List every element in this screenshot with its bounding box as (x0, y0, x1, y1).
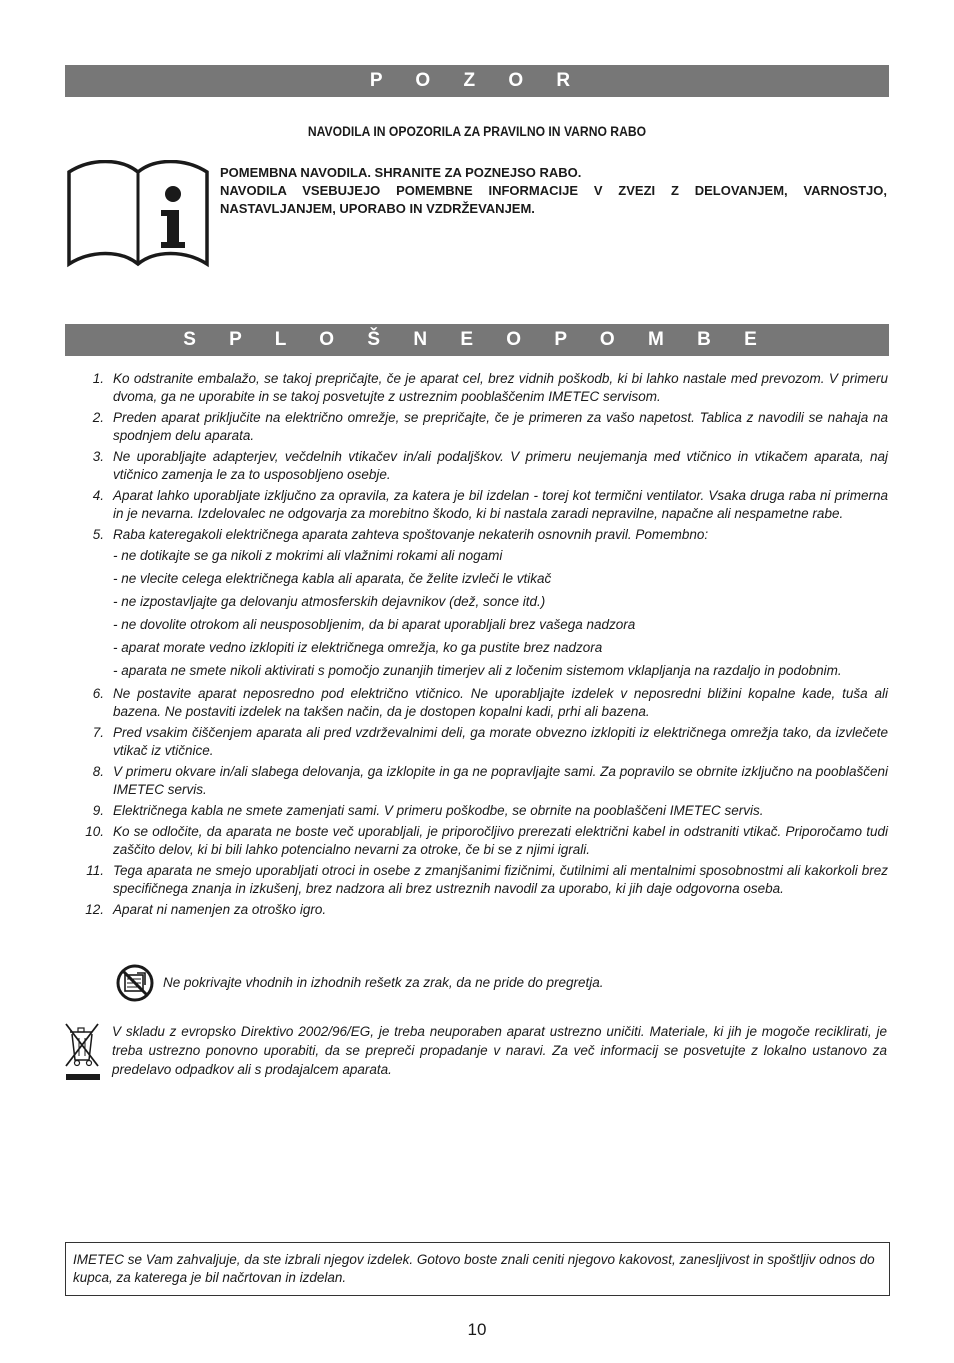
sub-item: - aparat morate vedno izklopiti iz električnega omrežja, ko ga pustite brez nadzora (113, 640, 603, 655)
notice-line-2: NAVODILA VSEBUJEJO POMEMBNE INFORMACIJE V ZVEZI Z DELOVANJEM, VARNOSTJO, NASTAVLJANJEM, UPORABO IN VZDRŽEVANJEM. (220, 183, 887, 216)
important-notice (220, 164, 887, 218)
item-number: 3. (92, 449, 104, 464)
list-item (78, 685, 888, 721)
page-number: 10 (467, 1320, 487, 1339)
item-text: Raba kateregakoli električnega aparata zahteva spoštovanje nekaterih osnovnih pravil. Pomembno: (113, 527, 709, 542)
item-number: 8. (92, 764, 104, 779)
list-item (78, 724, 888, 760)
sub-item: - ne dovolite otrokom ali neusposobljenim, da bi aparat uporabljali brez vašega nadzora (113, 617, 636, 632)
general-notes-header: S P L O Š N E O P O M B E (65, 324, 889, 356)
item-number: 9. (92, 803, 104, 818)
sub-item: - ne dotikajte se ga nikoli z mokrimi ali vlažnimi rokami ali nogami (113, 548, 503, 563)
list-item (78, 901, 888, 919)
manual-info-icon (66, 160, 210, 268)
item-number: 12. (85, 902, 104, 917)
warning-header: P O Z O R (65, 65, 889, 97)
list-item (78, 823, 888, 859)
do-not-cover-icon (115, 963, 155, 1003)
list-item (78, 802, 888, 820)
sub-item: - ne vlecite celega električnega kabla ali aparata, če želite izvleči le vtikač (113, 571, 552, 586)
cover-warning-text: Ne pokrivajte vhodnih in izhodnih rešetk za zrak, da ne pride do pregretja. (163, 975, 604, 990)
list-item (78, 487, 888, 523)
item-number: 2. (92, 410, 104, 425)
crossed-bin-icon (62, 1020, 102, 1082)
item-text: Preden aparat priključite na električno omrežje, se prepričajte, če je primeren za vašo napetost. Tablica z navodili se nahaja na spodnjem delu aparata. (113, 410, 888, 443)
item-text: Ko odstranite embalažo, se takoj prepričajte, če je aparat cel, brez vidnih poškodb, ki bi lahko nastale med prevozom. V primeru dvoma, ga ne uporabite in se takoj posvetujte z ustreznim pooblaščenim IMETEC servisom. (113, 371, 888, 404)
sub-item: - ne izpostavljajte ga delovanju atmosferskih dejavnikov (dež, sonce itd.) (113, 594, 546, 609)
item-number: 5. (92, 527, 104, 542)
item-text: Tega aparata ne smejo uporabljati otroci in osebe z zmanjšanimi fizičnimi, čutilnimi ali mentalnimi sposobnostmi ali kakorkoli brez specifičnega znanja in izkušenj, brez nadzora ali brez ustreznih navodil za uporabo, ki jih daje odgovorna oseba. (113, 863, 888, 896)
item-text: Električnega kabla ne smete zamenjati sami. V primeru poškodbe, se obrnite na pooblaščeni IMETEC servis. (113, 803, 764, 818)
weee-disposal-text: V skladu z evropsko Direktivo 2002/96/EG, je treba neuporaben aparat ustrezno uničiti. Materiale, ki jih je mogoče reciklirati, je treba ustrezno ponovno uporabiti, da se prepreči propadanje v naravi. Za več informacij se posvetujte z lokalno ustanovo za predelavo odpadkov ali s prodajalcem aparata. (112, 1024, 887, 1077)
list-item (78, 448, 888, 484)
thank-you-box: IMETEC se Vam zahvaljuje, da ste izbrali njegov izdelek. Gotovo boste znali ceniti njegovo kakovost, zanesljivost in spoštljiv odnos do kupca, za katerega je bil načrtovan in izdelan. (65, 1242, 890, 1296)
subtitle: NAVODILA IN OPOZORILA ZA PRAVILNO IN VARNO RABO (307, 124, 647, 139)
item-number: 4. (92, 488, 104, 503)
list-item (78, 370, 888, 406)
cover-warning (115, 963, 890, 1003)
item-text: Aparat ni namenjen za otroško igro. (113, 902, 327, 917)
list-item (78, 763, 888, 799)
item-text: Ko se odločite, da aparata ne boste več uporabljali, je priporočljivo prerezati električni kabel in odstraniti vtikač. Priporočamo tudi zaščito delov, ki bi bili lahko potencialno nevarni za otroke, če bi se z njimi igrali. (113, 824, 888, 857)
item-text: Ne uporabljajte adapterjev, večdelnih vtikačev in/ali podaljškov. V primeru neujemanja med vtičnico in vtikačem aparata, naj vtičnico zamenja le za to usposobljeno osebje. (113, 449, 888, 482)
list-item (78, 862, 888, 898)
item-number: 1. (92, 371, 104, 386)
item-text: V primeru okvare in/ali slabega delovanja, ga izklopite in ga ne popravljajte sami. Za popravilo se obrnite izključno na pooblaščeni IMETEC servis. (113, 764, 888, 797)
item-text: Aparat lahko uporabljate izključno za opravila, za katera je bil izdelan - torej kot termični ventilator. Vsaka druga raba ni primerna in je nevarna. Izdelovalec ne odgovarja za morebitno škodo, ki bi nastala zaradi nepravilne, napačne ali nespametne rabe. (113, 488, 888, 521)
item-number: 11. (86, 863, 104, 878)
item-text: Ne postavite aparat neposredno pod električno vtičnico. Ne uporabljajte izdelek v neposredni bližini kopalne kade, tuša ali bazena. Ne postaviti izdelek na takšen način, da je dostopen kopalni kadi, prhi ali bazena. (113, 686, 888, 719)
sub-item: - aparata ne smete nikoli aktivirati s pomočjo zunanjih timerjev ali z ločenim sistemom vklapljanja na razdaljo in podobnim. (113, 663, 842, 678)
item-number: 6. (92, 686, 104, 701)
item-number: 7. (92, 725, 104, 740)
sub-list (78, 547, 888, 680)
notes-list (78, 370, 888, 922)
list-item (78, 526, 888, 544)
list-item (78, 409, 888, 445)
item-text: Pred vsakim čiščenjem aparata ali pred vzdrževalnimi deli, ga morate obvezno izklopiti iz električnega omrežja tako, da izvlečete vtikač iz vtičnice. (113, 725, 888, 758)
item-number: 10. (85, 824, 104, 839)
notice-line-1: POMEMBNA NAVODILA. SHRANITE ZA POZNEJSO RABO. (220, 165, 582, 180)
